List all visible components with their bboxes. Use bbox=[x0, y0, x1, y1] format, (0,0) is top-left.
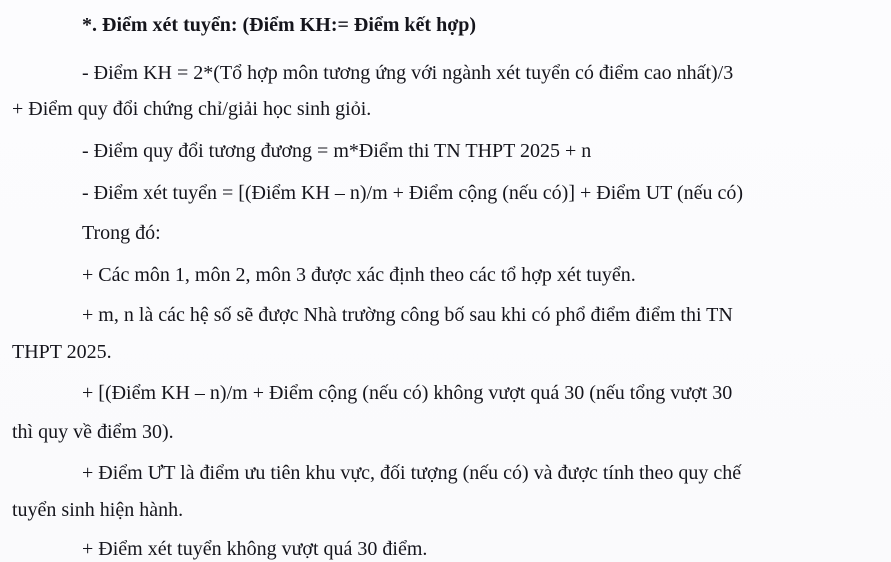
note-line-continuation: tuyển sinh hiện hành. bbox=[12, 499, 184, 521]
section-heading: *. Điểm xét tuyển: (Điểm KH:= Điểm kết hợp) bbox=[82, 14, 477, 36]
note-line: + m, n là các hệ số sẽ được Nhà trường công bố sau khi có phổ điểm điểm thi TN bbox=[82, 304, 733, 326]
formula-line-continuation: + Điểm quy đổi chứng chỉ/giải học sinh giỏi. bbox=[12, 98, 372, 120]
formula-line: - Điểm KH = 2*(Tổ hợp môn tương ứng với ngành xét tuyển có điểm cao nhất)/3 bbox=[82, 62, 734, 84]
note-line-continuation: thì quy về điểm 30). bbox=[12, 421, 174, 443]
note-line: + Các môn 1, môn 2, môn 3 được xác định theo các tổ hợp xét tuyển. bbox=[82, 264, 636, 286]
note-line-continuation: THPT 2025. bbox=[12, 341, 112, 363]
formula-line: - Điểm xét tuyển = [(Điểm KH – n)/m + Điểm cộng (nếu có)] + Điểm UT (nếu có) bbox=[82, 182, 744, 204]
note-line: + [(Điểm KH – n)/m + Điểm cộng (nếu có) không vượt quá 30 (nếu tổng vượt 30 bbox=[82, 382, 733, 404]
note-line: + Điểm xét tuyển không vượt quá 30 điểm. bbox=[82, 538, 428, 560]
subheading-line: Trong đó: bbox=[82, 222, 161, 244]
formula-line: - Điểm quy đổi tương đương = m*Điểm thi TN THPT 2025 + n bbox=[82, 140, 592, 162]
note-line: + Điểm ƯT là điểm ưu tiên khu vực, đối tượng (nếu có) và được tính theo quy chế bbox=[82, 462, 742, 484]
